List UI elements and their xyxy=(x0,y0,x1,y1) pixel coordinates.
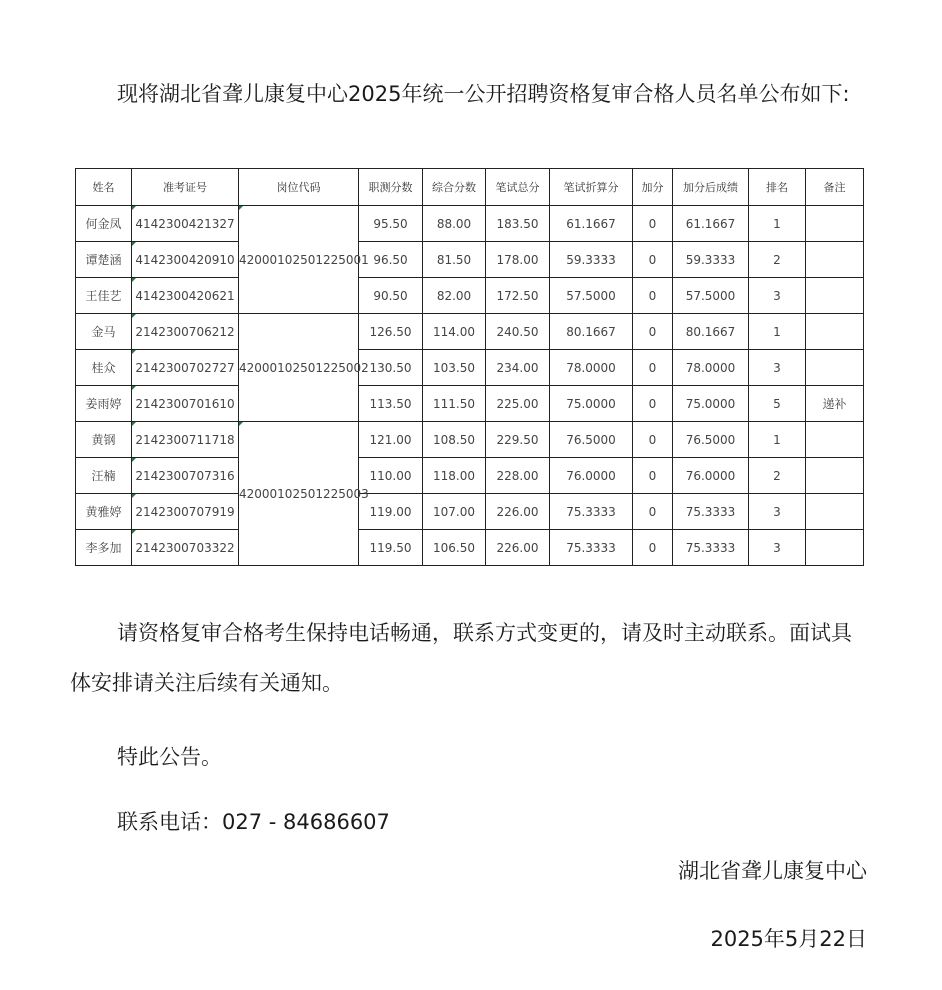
cell-bonus: 0 xyxy=(633,386,673,422)
cell-written-total: 234.00 xyxy=(486,350,550,386)
cell-exam-no: 2142300706212 xyxy=(132,314,239,350)
cell-converted-score: 76.5000 xyxy=(550,422,633,458)
cell-note xyxy=(806,530,864,566)
cell-written-total: 178.00 xyxy=(486,242,550,278)
cell-converted-score: 59.3333 xyxy=(550,242,633,278)
cell-exam-no: 2142300707316 xyxy=(132,458,239,494)
cell-zhice-score: 96.50 xyxy=(359,242,423,278)
header-final-score: 加分后成绩 xyxy=(673,169,749,206)
cell-zhice-score: 130.50 xyxy=(359,350,423,386)
cell-bonus: 0 xyxy=(633,458,673,494)
cell-final-score: 59.3333 xyxy=(673,242,749,278)
cell-note xyxy=(806,314,864,350)
cell-rank: 1 xyxy=(749,206,806,242)
cell-name: 黄钢 xyxy=(76,422,132,458)
cell-zonghe-score: 88.00 xyxy=(423,206,486,242)
cell-name: 金马 xyxy=(76,314,132,350)
cell-zhice-score: 113.50 xyxy=(359,386,423,422)
cell-final-score: 80.1667 xyxy=(673,314,749,350)
cell-converted-score: 78.0000 xyxy=(550,350,633,386)
cell-final-score: 75.0000 xyxy=(673,386,749,422)
cell-zhice-score: 110.00 xyxy=(359,458,423,494)
cell-note: 递补 xyxy=(806,386,864,422)
cell-note xyxy=(806,206,864,242)
cell-written-total: 172.50 xyxy=(486,278,550,314)
cell-name: 李多加 xyxy=(76,530,132,566)
cell-post-code: 42000102501225002 xyxy=(239,314,359,422)
cell-zonghe-score: 81.50 xyxy=(423,242,486,278)
cell-note xyxy=(806,242,864,278)
table-row xyxy=(76,206,864,242)
cell-name: 姜雨婷 xyxy=(76,386,132,422)
cell-zonghe-score: 106.50 xyxy=(423,530,486,566)
cell-name: 汪楠 xyxy=(76,458,132,494)
table-row xyxy=(76,422,864,458)
cell-zhice-score: 95.50 xyxy=(359,206,423,242)
header-name: 姓名 xyxy=(76,169,132,206)
cell-zhice-score: 90.50 xyxy=(359,278,423,314)
cell-rank: 3 xyxy=(749,494,806,530)
cell-final-score: 61.1667 xyxy=(673,206,749,242)
closing-text: 特此公告。 xyxy=(117,745,222,769)
cell-exam-no: 2142300711718 xyxy=(132,422,239,458)
header-exam-no: 准考证号 xyxy=(132,169,239,206)
cell-zonghe-score: 111.50 xyxy=(423,386,486,422)
cell-rank: 5 xyxy=(749,386,806,422)
cell-converted-score: 57.5000 xyxy=(550,278,633,314)
cell-final-score: 75.3333 xyxy=(673,494,749,530)
cell-exam-no: 4142300420910 xyxy=(132,242,239,278)
table-row xyxy=(76,386,864,422)
cell-exam-no: 4142300420621 xyxy=(132,278,239,314)
cell-zhice-score: 119.00 xyxy=(359,494,423,530)
cell-post-code: 42000102501225003 xyxy=(239,422,359,566)
cell-written-total: 228.00 xyxy=(486,458,550,494)
issuer-signature: 湖北省聋儿康复中心 xyxy=(678,859,867,883)
cell-converted-score: 76.0000 xyxy=(550,458,633,494)
cell-note xyxy=(806,350,864,386)
cell-rank: 2 xyxy=(749,458,806,494)
table-row xyxy=(76,314,864,350)
cell-exam-no: 2142300703322 xyxy=(132,530,239,566)
cell-final-score: 76.5000 xyxy=(673,422,749,458)
cell-zhice-score: 126.50 xyxy=(359,314,423,350)
table-row xyxy=(76,494,864,530)
cell-rank: 3 xyxy=(749,278,806,314)
cell-zhice-score: 121.00 xyxy=(359,422,423,458)
cell-rank: 1 xyxy=(749,422,806,458)
cell-bonus: 0 xyxy=(633,422,673,458)
cell-converted-score: 75.0000 xyxy=(550,386,633,422)
intro-paragraph: 现将湖北省聋儿康复中心2025年统一公开招聘资格复审合格人员名单公布如下: xyxy=(117,82,850,106)
cell-name: 何金凤 xyxy=(76,206,132,242)
cell-bonus: 0 xyxy=(633,494,673,530)
header-zhice-score: 职测分数 xyxy=(359,169,423,206)
header-bonus: 加分 xyxy=(633,169,673,206)
cell-final-score: 57.5000 xyxy=(673,278,749,314)
cell-converted-score: 80.1667 xyxy=(550,314,633,350)
cell-final-score: 76.0000 xyxy=(673,458,749,494)
cell-exam-no: 2142300702727 xyxy=(132,350,239,386)
cell-note xyxy=(806,494,864,530)
cell-rank: 2 xyxy=(749,242,806,278)
contact-phone: 联系电话：027 - 84686607 xyxy=(117,810,390,834)
table-row xyxy=(76,530,864,566)
cell-converted-score: 75.3333 xyxy=(550,494,633,530)
cell-note xyxy=(806,422,864,458)
cell-rank: 3 xyxy=(749,530,806,566)
cell-rank: 3 xyxy=(749,350,806,386)
cell-zonghe-score: 118.00 xyxy=(423,458,486,494)
cell-converted-score: 75.3333 xyxy=(550,530,633,566)
cell-zhice-score: 119.50 xyxy=(359,530,423,566)
cell-name: 谭楚涵 xyxy=(76,242,132,278)
header-converted-score: 笔试折算分 xyxy=(550,169,633,206)
cell-name: 桂众 xyxy=(76,350,132,386)
cell-post-code: 42000102501225001 xyxy=(239,206,359,314)
cell-name: 黄雅婷 xyxy=(76,494,132,530)
cell-final-score: 78.0000 xyxy=(673,350,749,386)
table-row xyxy=(76,458,864,494)
cell-bonus: 0 xyxy=(633,206,673,242)
cell-rank: 1 xyxy=(749,314,806,350)
cell-note xyxy=(806,458,864,494)
cell-exam-no: 4142300421327 xyxy=(132,206,239,242)
results-table xyxy=(75,168,864,566)
header-note: 备注 xyxy=(806,169,864,206)
cell-bonus: 0 xyxy=(633,350,673,386)
cell-zonghe-score: 103.50 xyxy=(423,350,486,386)
cell-bonus: 0 xyxy=(633,314,673,350)
header-rank: 排名 xyxy=(749,169,806,206)
cell-zonghe-score: 82.00 xyxy=(423,278,486,314)
cell-written-total: 226.00 xyxy=(486,494,550,530)
cell-zonghe-score: 107.00 xyxy=(423,494,486,530)
cell-written-total: 183.50 xyxy=(486,206,550,242)
cell-zonghe-score: 114.00 xyxy=(423,314,486,350)
header-post-code: 岗位代码 xyxy=(239,169,359,206)
header-zonghe-score: 综合分数 xyxy=(423,169,486,206)
issue-date: 2025年5月22日 xyxy=(710,927,867,951)
table-row xyxy=(76,242,864,278)
cell-converted-score: 61.1667 xyxy=(550,206,633,242)
notice-paragraph: 请资格复审合格考生保持电话畅通，联系方式变更的，请及时主动联系。面试具体安排请关注后续有关通知。 xyxy=(70,621,852,695)
cell-exam-no: 2142300707919 xyxy=(132,494,239,530)
header-written-total: 笔试总分 xyxy=(486,169,550,206)
table-header-row xyxy=(76,169,864,206)
cell-exam-no: 2142300701610 xyxy=(132,386,239,422)
cell-bonus: 0 xyxy=(633,278,673,314)
cell-written-total: 226.00 xyxy=(486,530,550,566)
cell-final-score: 75.3333 xyxy=(673,530,749,566)
table-row xyxy=(76,350,864,386)
cell-bonus: 0 xyxy=(633,242,673,278)
cell-written-total: 225.00 xyxy=(486,386,550,422)
cell-bonus: 0 xyxy=(633,530,673,566)
cell-written-total: 229.50 xyxy=(486,422,550,458)
cell-note xyxy=(806,278,864,314)
cell-name: 王佳艺 xyxy=(76,278,132,314)
cell-written-total: 240.50 xyxy=(486,314,550,350)
table-row xyxy=(76,278,864,314)
cell-zonghe-score: 108.50 xyxy=(423,422,486,458)
